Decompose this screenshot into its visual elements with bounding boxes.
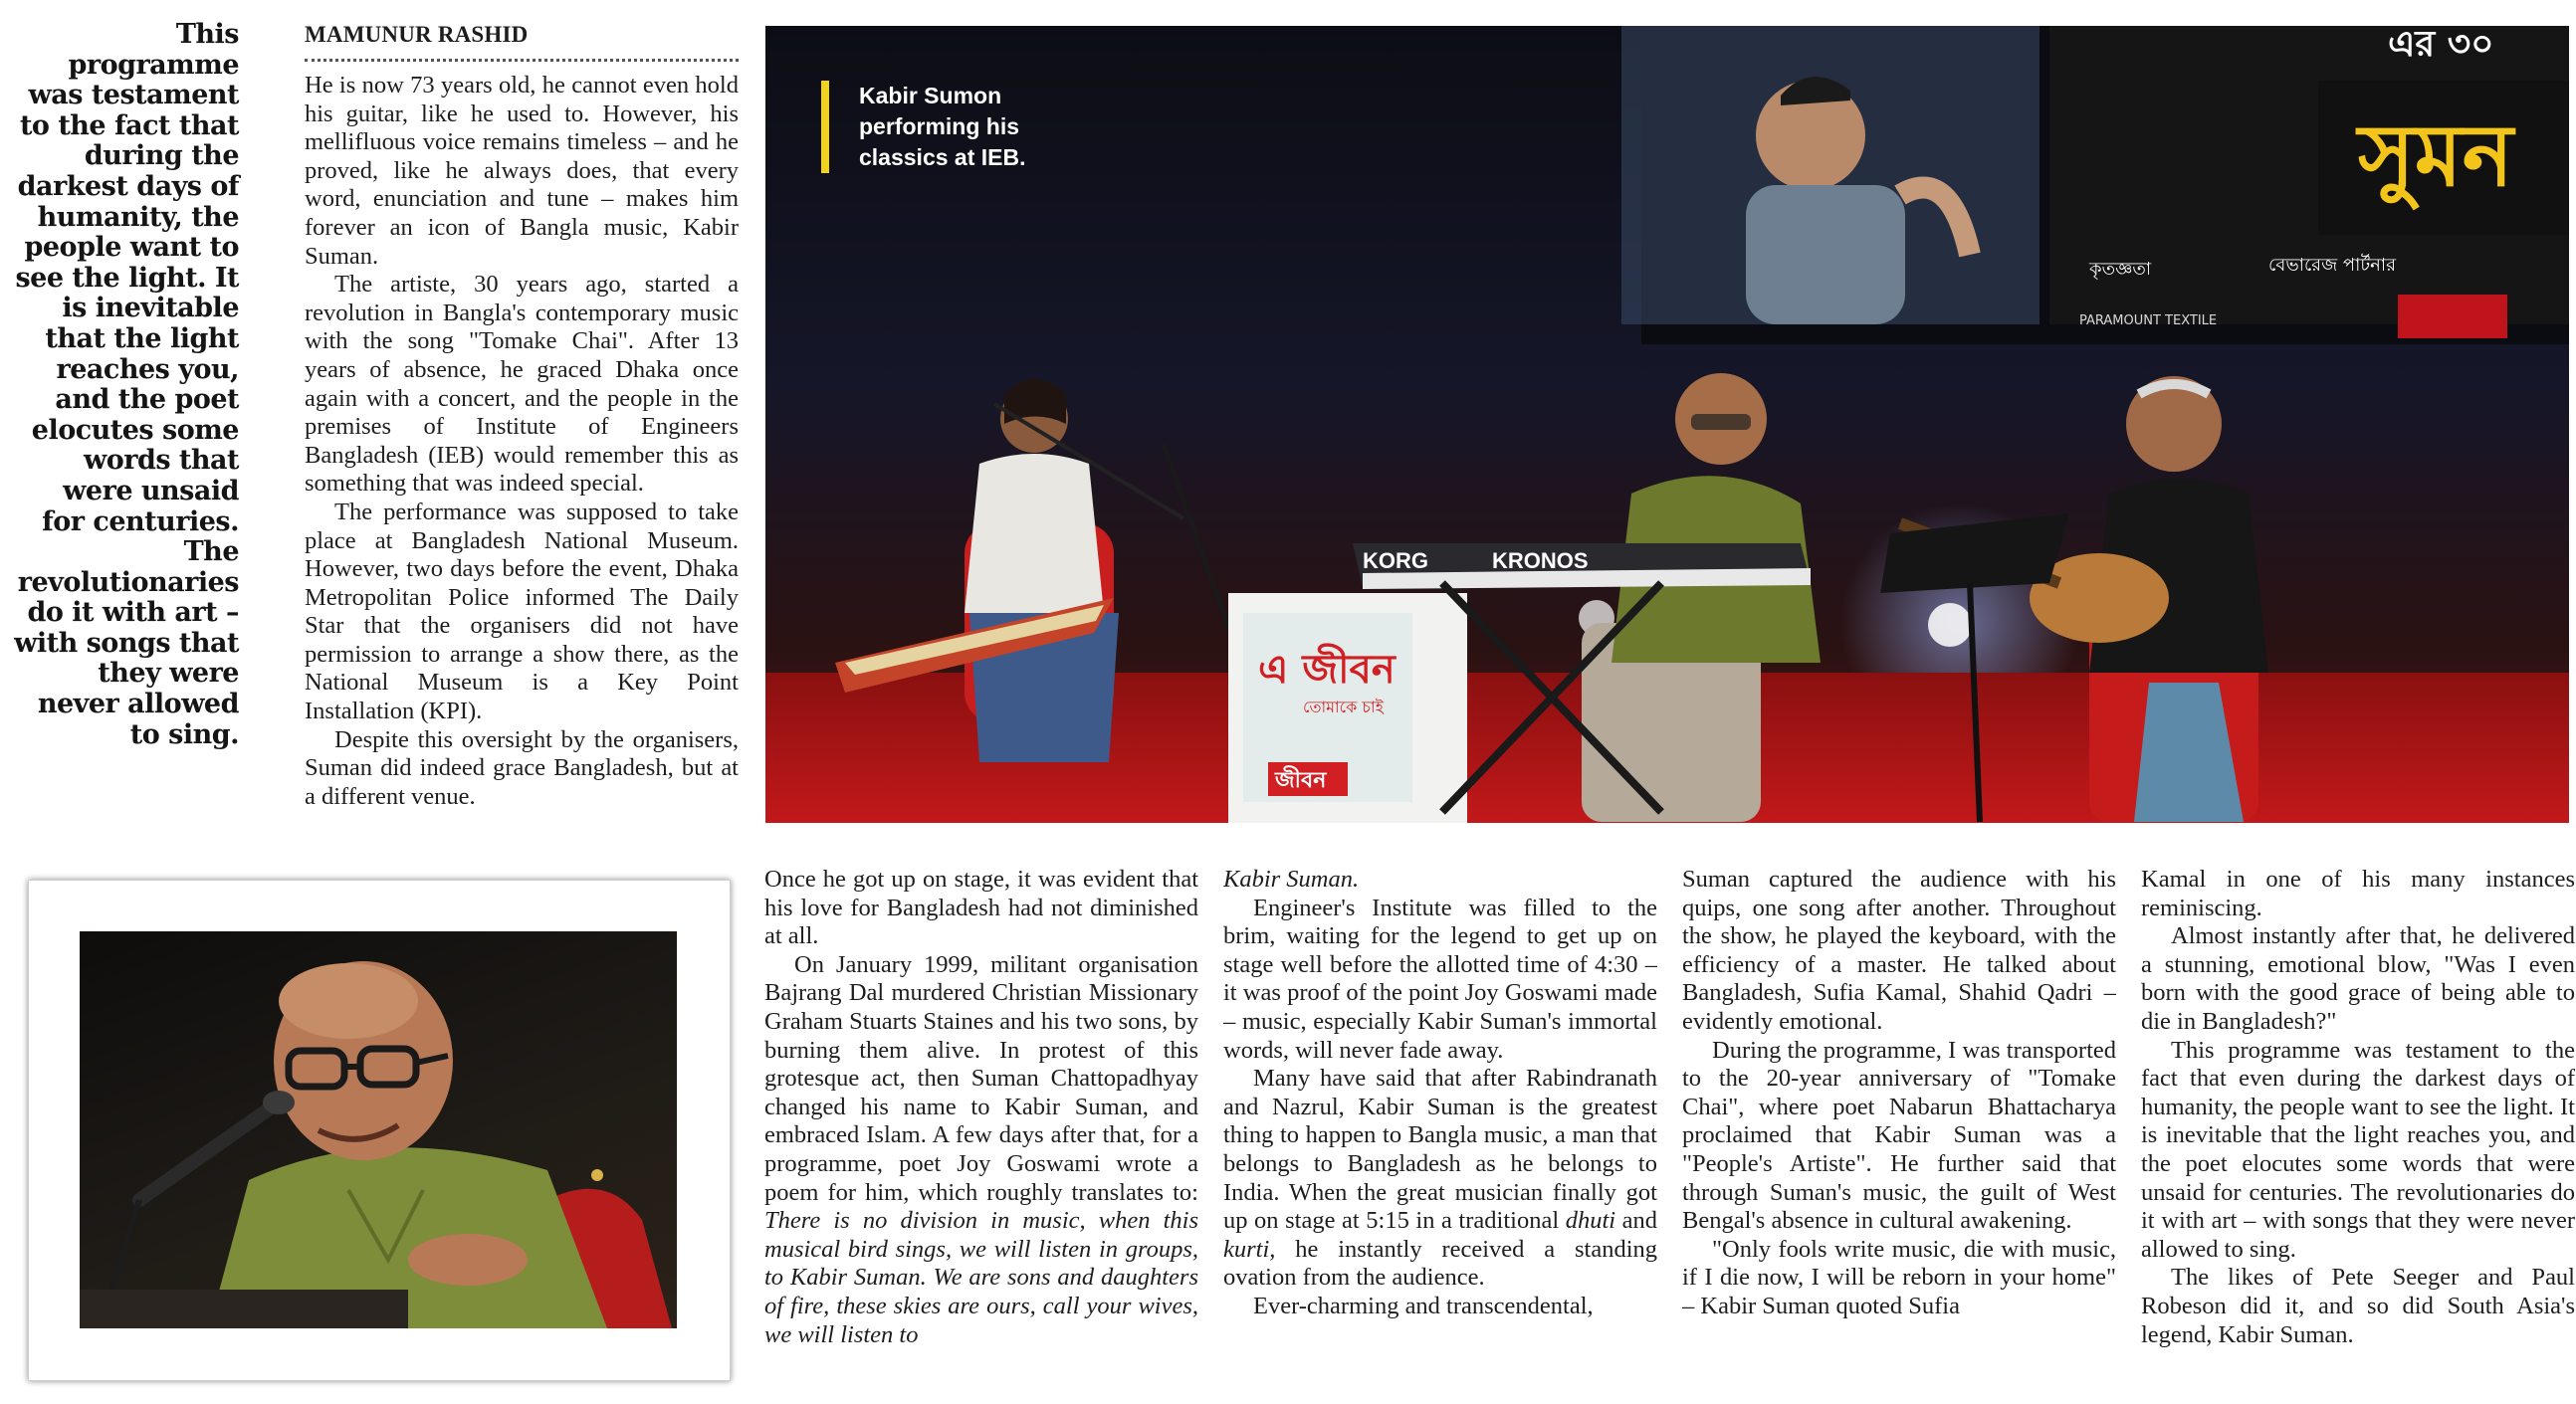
article-paragraph bbox=[1223, 866, 1657, 895]
backdrop-subtext-right: বেভারেজ পার্টনার bbox=[2268, 255, 2397, 276]
paragraph-text: and bbox=[1621, 1207, 1657, 1235]
article-paragraph: "Only fools write music, die with music, if I die now, I will be reborn in your home" – Kabir Suman quoted Sufia bbox=[1682, 1235, 2116, 1319]
podium-brand: জীবন bbox=[1275, 768, 1327, 793]
poem-translation-end: Kabir Suman. bbox=[1223, 866, 1360, 893]
italic-term: dhuti bbox=[1565, 1207, 1616, 1235]
article-paragraph bbox=[1223, 1065, 1657, 1293]
article-paragraph: Suman captured the audience with his quips, one song after another. Throughout the show, he played the keyboard, with the efficiency of a master. He talked about Bangladesh, Sufia Kamal, Shahid Qadri – evidently emotional. bbox=[1682, 866, 2116, 1035]
article-paragraph: Kamal in one of his many instances reminiscing. bbox=[2141, 866, 2575, 921]
article-paragraph: Almost instantly after that, he delivered a stunning, emotional blow, "Was I even born with the good grace of being able to die in Bangladesh?" bbox=[2141, 922, 2575, 1035]
podium-title: এ জীবন bbox=[1258, 647, 1395, 693]
article-paragraph: This programme was testament to the fact that even during the darkest days of humanity, the people want to see the light. It is inevitable that the light reaches you, and the poet elocutes some words that were unsaid for centuries. The revolutionaries do it with art – with songs that they were never allowed to sing. bbox=[2141, 1036, 2575, 1263]
article-paragraph: Once he got up on stage, it was evident that his love for Bangladesh had not diminished at all. bbox=[764, 866, 1198, 950]
article-paragraph: During the programme, I was transported to the 20-year anniversary of "Tomake Chai", where poet Nabarun Bhattacharya proclaimed that Kabir Suman was a "People's Artiste". He further said that through Suman's music, the guilt of West Bengal's absence in cultural awakening. bbox=[1682, 1036, 2116, 1235]
keyboard-model: KRONOS bbox=[1492, 548, 1589, 573]
sponsor-logo: PARAMOUNT TEXTILE bbox=[2079, 313, 2218, 328]
article-column-1 bbox=[305, 72, 739, 838]
article-column-5 bbox=[2141, 866, 2575, 1397]
backdrop-title: সুমন bbox=[2358, 106, 2513, 206]
paragraph-text: On January 1999, militant organisation Bajrang Dal murdered Christian Missionary Graham Stuarts Staines and his two sons, by burning them alive. In protest of this grotesque act, then Suman Chattopadhyay changed his name to Kabir Suman, and embraced Islam. A few days after that, for a programme, poet Joy Goswami wrote a poem for him, which roughly translates to: bbox=[764, 950, 1198, 1206]
article-paragraph: The likes of Pete Seeger and Paul Robeson did it, and so did South Asia's legend, Kabir Suman. bbox=[2141, 1264, 2575, 1348]
article-column-4 bbox=[1682, 866, 2116, 1397]
article-paragraph: Ever-charming and transcendental, bbox=[1253, 1292, 1594, 1319]
main-concert-photo bbox=[765, 26, 2569, 823]
italic-term: kurti, bbox=[1223, 1235, 1276, 1263]
singer-portrait-illustration bbox=[80, 931, 677, 1328]
article-paragraph: The artiste, 30 years ago, started a revolution in Bangla's contemporary music with the song "Tomake Chai". After 13 years of absence, he graced Dhaka once again with a concert, and the people in the premises of Institute of Engineers Bangladesh (IEB) would remember this as something that was indeed special. bbox=[305, 271, 739, 498]
article-paragraph: Engineer's Institute was filled to the brim, waiting for the legend to get up on stage well before the allotted time of 4:30 – it was proof of the point Joy Goswami made – music, especially Kabir Suman's immortal words, will never fade away. bbox=[1223, 894, 1657, 1064]
backdrop-top-text: এর ৩০ bbox=[2388, 26, 2494, 65]
inset-photo bbox=[80, 931, 677, 1328]
article-paragraph: The performance was supposed to take place at Bangladesh National Museum. However, two days before the event, Dhaka Metropolitan Police informed The Daily Star that the organisers did not have permission to arrange a show there, as the National Museum is a Key Point Installation (KPI). bbox=[305, 498, 739, 725]
article-column-2 bbox=[764, 866, 1198, 1397]
photo-caption: Kabir Sumon performing his classics at IEB. bbox=[821, 81, 1048, 173]
poem-translation: There is no division in music, when this musical bird sings, we will listen in groups, to Kabir Suman. We are sons and daughters of fire, these skies are ours, call your wives, we will listen to bbox=[764, 1207, 1198, 1348]
article-column-3 bbox=[1223, 866, 1657, 1397]
keyboard-brand: KORG bbox=[1363, 548, 1428, 573]
pull-quote: This programme was testament to the fact that during the darkest days of humanity, the people want to see the light. It is inevitable that the light reaches you, and the poet elocutes some words that were unsaid for centuries. The revolutionaries do it with art – with songs that they were never allowed to sing. bbox=[14, 19, 239, 750]
article-paragraph: He is now 73 years old, he cannot even hold his guitar, like he used to. However, his mellifluous voice remains timeless – and he proved, like he always does, that every word, enunciation and tune – makes him forever an icon of Bangla music, Kabir Suman. bbox=[305, 72, 739, 270]
paragraph-text: Many have said that after Rabindranath and Nazrul, Kabir Suman is the greatest thing to happen to Bangla music, a man that belongs to Bangladesh as he belongs to India. When the great musician finally got up on stage at 5:15 in a traditional bbox=[1223, 1065, 1657, 1235]
backdrop-subtext-left: কৃতজ্ঞতা bbox=[2089, 259, 2152, 280]
article-paragraph bbox=[764, 951, 1198, 1349]
paragraph-text: he instantly received a standing ovation from the audience. bbox=[1223, 1235, 1657, 1292]
podium-subtitle: তোমাকে চাই bbox=[1303, 698, 1384, 716]
article-paragraph: Despite this oversight by the organisers, Suman did indeed grace Bangladesh, but at a different venue. bbox=[305, 725, 739, 810]
byline: MAMUNUR RASHID bbox=[305, 22, 529, 47]
byline-divider bbox=[305, 59, 739, 62]
